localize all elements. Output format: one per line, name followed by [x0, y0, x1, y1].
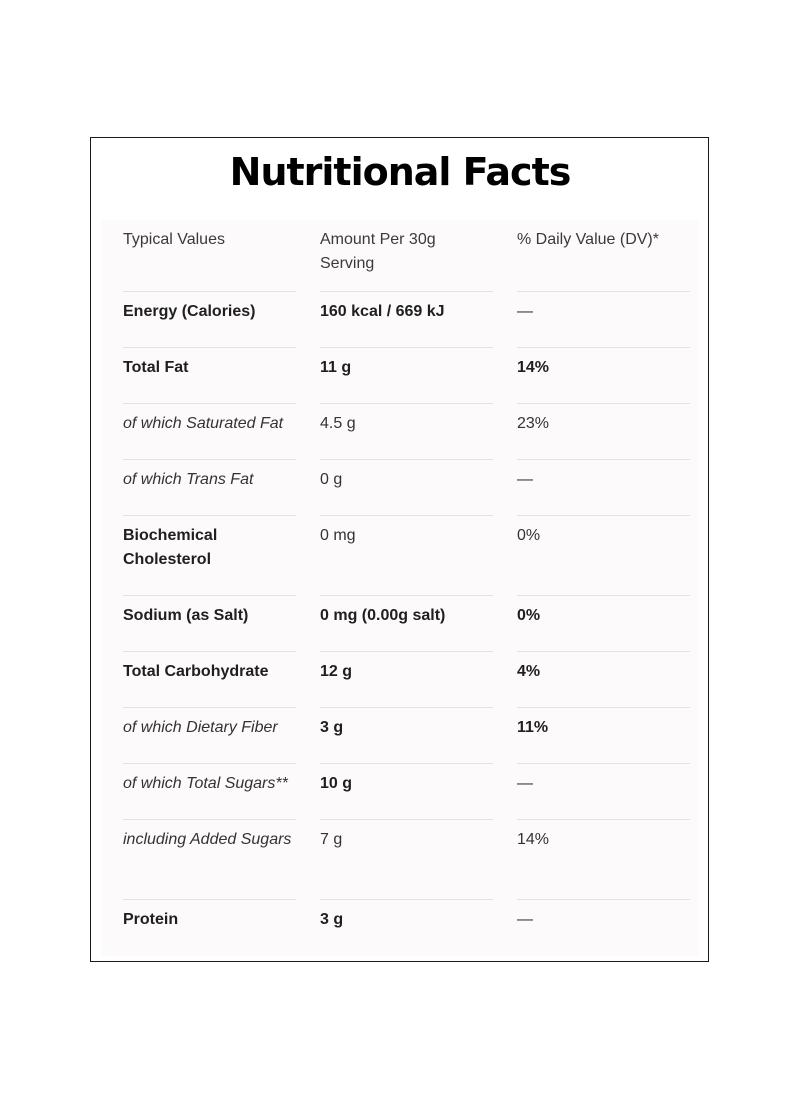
table-row [101, 596, 699, 652]
row-dv: 23% [517, 404, 690, 460]
table-row [101, 348, 699, 404]
row-dv: 0% [517, 516, 690, 596]
table-header-row [101, 220, 699, 292]
row-dv: 11% [517, 708, 690, 764]
row-dv: — [517, 764, 690, 820]
page-title: Nutritional Facts [229, 150, 571, 194]
header-typical-values: Typical Values [123, 220, 296, 292]
table-row [101, 292, 699, 348]
row-amount: 4.5 g [320, 404, 493, 460]
row-label: of which Trans Fat [123, 460, 296, 516]
table-row [101, 708, 699, 764]
row-label: Sodium (as Salt) [123, 596, 296, 652]
row-amount: 0 mg [320, 516, 493, 596]
row-dv: — [517, 911, 533, 928]
row-dv: 4% [517, 652, 690, 708]
row-dv: — [517, 460, 690, 516]
table-row [101, 820, 699, 900]
row-amount: 11 g [320, 348, 493, 404]
header-daily-value: % Daily Value (DV)* [517, 220, 690, 292]
row-amount: 7 g [320, 820, 493, 900]
row-label: including Added Sugars [123, 820, 296, 900]
row-dv: 14% [517, 348, 690, 404]
row-amount: 3 g [320, 708, 493, 764]
row-label: of which Total Sugars** [123, 764, 296, 820]
row-amount: 0 g [320, 460, 493, 516]
header-amount-per-serving: Amount Per 30g Serving [320, 220, 493, 292]
table-row [101, 764, 699, 820]
row-dv: — [517, 292, 690, 348]
table-row [101, 460, 699, 516]
row-amount: 12 g [320, 652, 493, 708]
row-label: Total Fat [123, 348, 296, 404]
row-label: Protein [123, 911, 179, 928]
row-amount: 0 mg (0.00g salt) [320, 596, 493, 652]
row-label: of which Saturated Fat [123, 404, 296, 460]
row-label: Energy (Calories) [123, 292, 296, 348]
table-row [101, 652, 699, 708]
row-amount: 3 g [320, 911, 344, 928]
row-label: Total Carbohydrate [123, 652, 296, 708]
nutrition-table [101, 220, 699, 956]
row-amount: 10 g [320, 764, 493, 820]
table-row [101, 516, 699, 596]
row-dv: 14% [517, 820, 690, 900]
row-label: Biochemical Cholesterol [123, 516, 296, 596]
table-row [101, 404, 699, 460]
row-amount: 160 kcal / 669 kJ [320, 292, 493, 348]
table-row [101, 900, 699, 956]
row-label: of which Dietary Fiber [123, 708, 296, 764]
row-dv: 0% [517, 596, 690, 652]
